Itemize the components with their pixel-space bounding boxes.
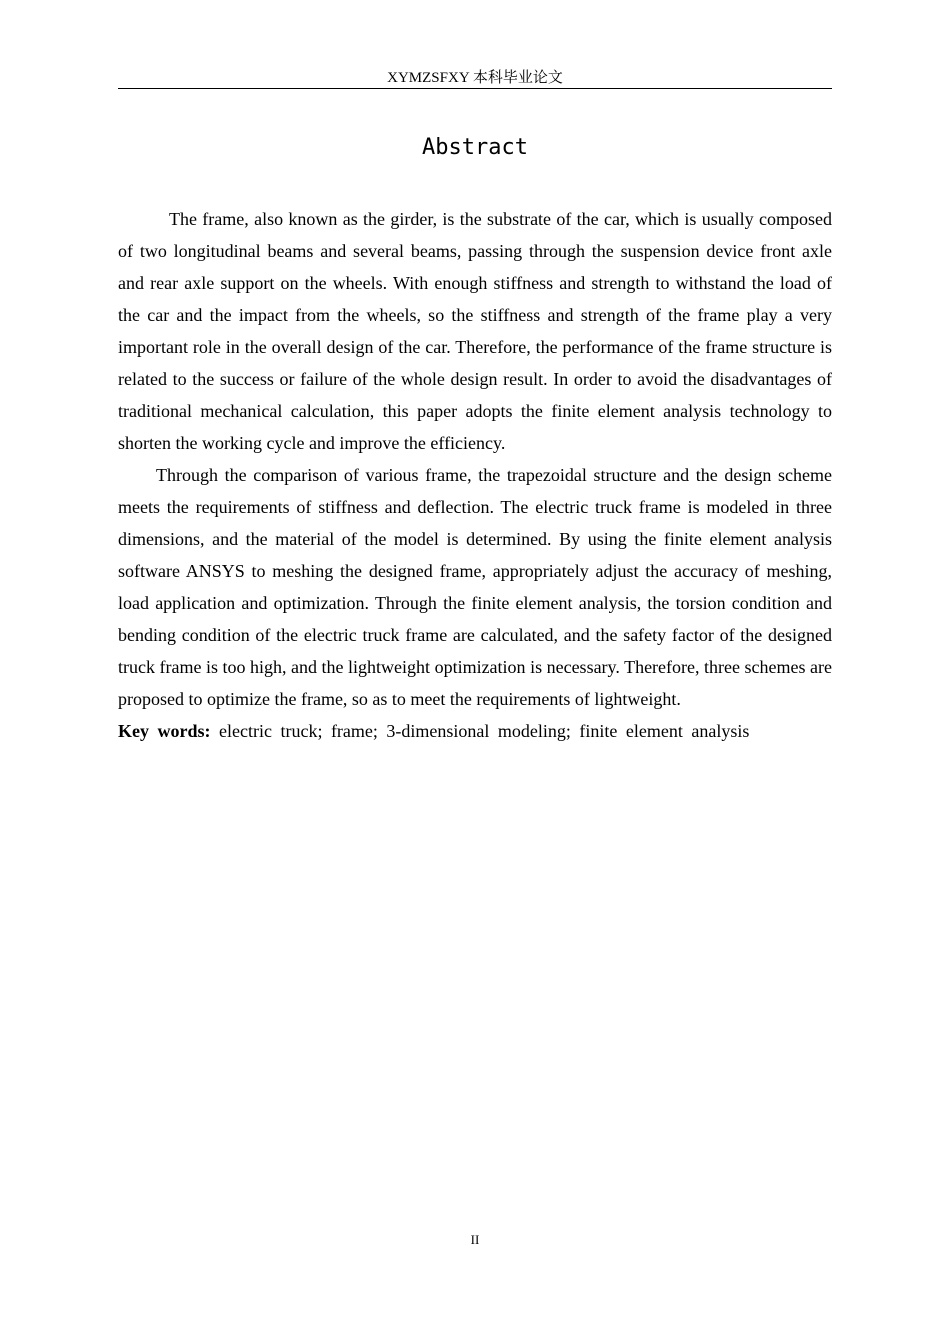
page-header [118,68,832,89]
page-number: II [470,1232,480,1247]
keywords-text: electric truck; frame; 3-dimensional modeling; finite element analysis [219,721,750,741]
keywords-label: Key words: [118,721,211,741]
abstract-title: Abstract [422,135,528,160]
abstract-paragraph-2: Through the comparison of various frame, the trapezoidal structure and the design scheme meets the requirements of stiffness and deflection. The electric truck frame is modeled in three dimensions, and the material of the model is determined. By using the finite element analysis software ANSYS to meshing the designed frame, appropriately adjust the accuracy of meshing, load application and optimization. Through the finite element analysis, the torsion condition and bending condition of the electric truck frame are calculated, and the safety factor of the designed truck frame is too high, and the lightweight optimization is necessary. Therefore, three schemes are proposed to optimize the frame, so as to meet the requirements of lightweight. [118,465,832,709]
abstract-paragraph-1: The frame, also known as the girder, is the substrate of the car, which is usually composed of two longitudinal beams and several beams, passing through the suspension device front axle and rear axle support on the wheels. With enough stiffness and strength to withstand the load of the car and the impact from the wheels, so the stiffness and strength of the frame play a very important role in the overall design of the car. Therefore, the performance of the frame structure is related to the success or failure of the whole design result. In order to avoid the disadvantages of traditional mechanical calculation, this paper adopts the finite element analysis technology to shorten the working cycle and improve the efficiency. [118,209,832,453]
header-text: XYMZSFXY 本科毕业论文 [387,70,563,86]
abstract-body [118,203,832,747]
keywords-line [118,715,832,747]
